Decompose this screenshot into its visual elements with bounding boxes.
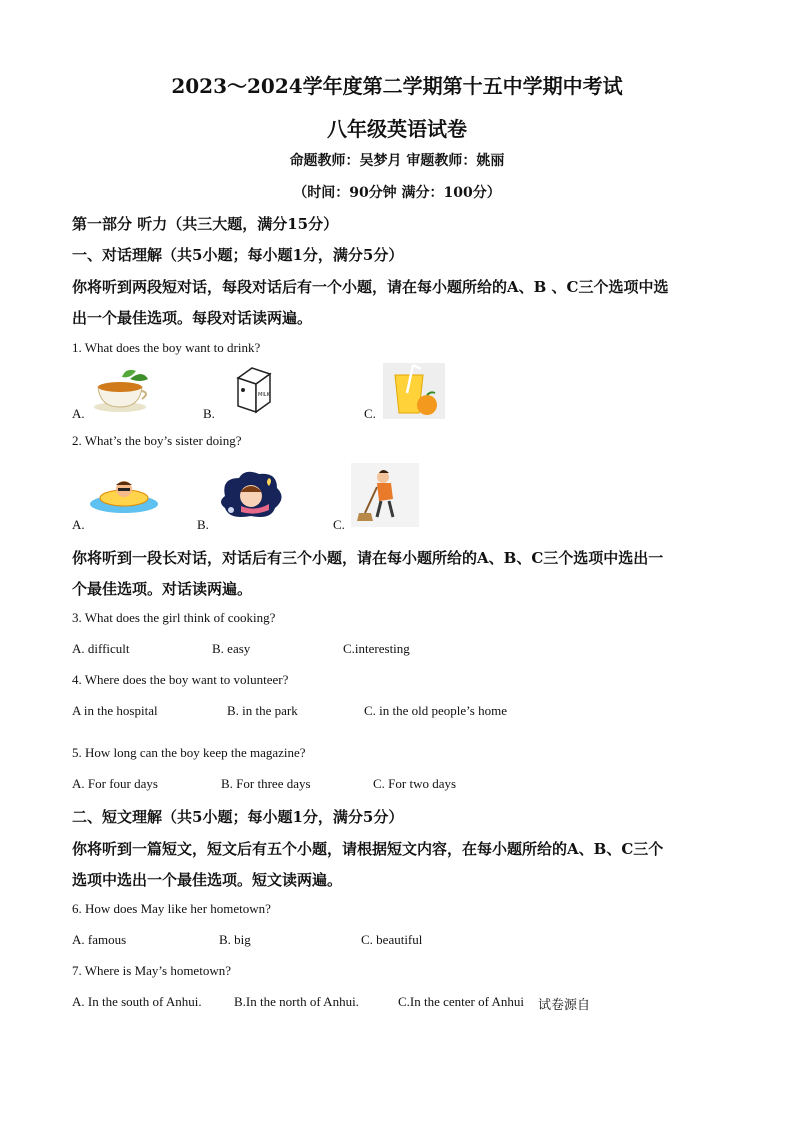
section1-instruction-3: 你将听到一段长对话，对话后有三个小题，请在每小题所给的A、B、C三个选项中选出一 <box>72 549 664 567</box>
question-4: 4. Where does the boy want to volunteer? <box>72 672 289 687</box>
q2-option-c: C. <box>333 517 345 532</box>
q4-option-b: B. in the park <box>227 703 298 718</box>
sleeping-girl-icon <box>215 466 287 522</box>
q3-option-a: A. difficult <box>72 641 130 656</box>
milk-carton-icon <box>230 364 278 416</box>
time-score-line: （时间：90分钟 满分：100分） <box>293 185 501 201</box>
q6-option-c: C. beautiful <box>361 932 423 947</box>
question-5: 5. How long can the boy keep the magazine? <box>72 745 306 760</box>
question-1: 1. What does the boy want to drink? <box>72 340 261 355</box>
question-2: 2. What’s the boy’s sister doing? <box>72 433 242 448</box>
q7-option-a: A. In the south of Anhui. <box>72 994 202 1009</box>
question-6: 6. How does May like her hometown? <box>72 901 271 916</box>
q2-option-a: A. <box>72 517 85 532</box>
q6-option-a: A. famous <box>72 932 127 947</box>
swimming-icon <box>88 476 160 516</box>
q5-option-a: A. For four days <box>72 776 158 791</box>
orange-juice-icon <box>383 363 445 419</box>
teacher-line: 命题教师：吴梦月 审题教师：姚丽 <box>289 153 505 169</box>
exam-subtitle: 八年级英语试卷 <box>327 117 467 141</box>
q1-option-a: A. <box>72 406 85 421</box>
q3-option-c: C.interesting <box>343 641 410 656</box>
question-3: 3. What does the girl think of cooking? <box>72 610 276 625</box>
q5-option-c: C. For two days <box>373 776 457 791</box>
q7-option-b: B.In the north of Anhui. <box>234 994 359 1009</box>
q2-option-b: B. <box>197 517 209 532</box>
question-7: 7. Where is May’s hometown? <box>72 963 231 978</box>
q1-option-b: B. <box>203 406 215 421</box>
q4-option-a: A in the hospital <box>72 703 158 718</box>
tea-cup-icon <box>90 365 152 415</box>
section1-instruction-1: 你将听到两段短对话，每段对话后有一个小题，请在每小题所给的A、B 、C三个选项中选 <box>72 278 669 296</box>
section1-heading: 一、对话理解（共5小题；每小题1分，满分5分） <box>72 246 404 264</box>
q1-option-c: C. <box>364 406 376 421</box>
exam-title: 2023～2024学年度第二学期第十五中学期中考试 <box>171 74 623 98</box>
q3-option-b: B. easy <box>212 641 251 656</box>
milk-label: MILK <box>258 392 270 398</box>
section2-instruction-1: 你将听到一篇短文，短文后有五个小题，请根据短文内容，在每小题所给的A、B、C三个 <box>72 840 664 858</box>
q7-option-c: C.In the center of Anhui <box>398 994 524 1009</box>
source-note: 试卷源自 <box>538 997 591 1012</box>
section2-heading: 二、短文理解（共5小题；每小题1分，满分5分） <box>72 808 404 826</box>
q4-option-c: C. in the old people’s home <box>364 703 507 718</box>
section1-instruction-2: 出一个最佳选项。每段对话读两遍。 <box>72 309 313 327</box>
sweeping-icon <box>351 463 419 527</box>
section2-instruction-2: 选项中选出一个最佳选项。短文读两遍。 <box>72 871 343 889</box>
q5-option-b: B. For three days <box>221 776 311 791</box>
q6-option-b: B. big <box>219 932 251 947</box>
section1-instruction-4: 个最佳选项。对话读两遍。 <box>72 580 253 598</box>
part1-heading: 第一部分 听力（共三大题，满分15分） <box>72 215 339 233</box>
